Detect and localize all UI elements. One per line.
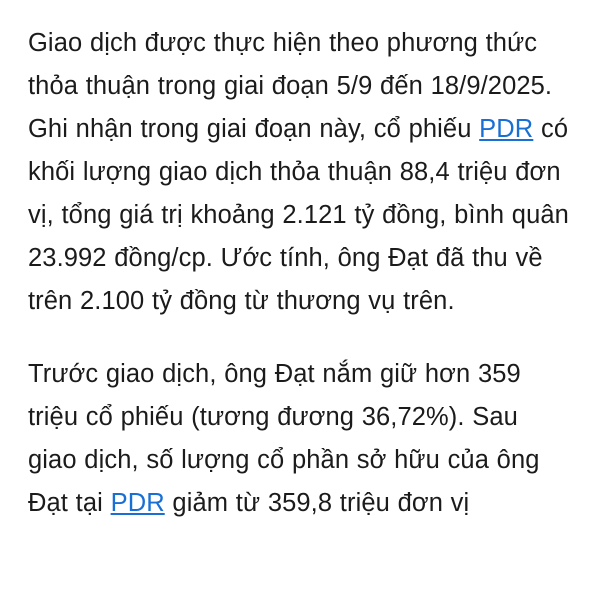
ticker-link-pdr[interactable]: PDR (479, 115, 534, 143)
paragraph-text: Trước giao dịch, ông Đạt nắm giữ hơn 359 triệu cổ phiếu (tương đương 36,72%). Sau giao dịch, số lượng cổ phần sở hữu của ông Đạt tại (28, 360, 540, 517)
paragraph-text: có khối lượng giao dịch thỏa thuận 88,4 triệu đơn vị, tổng giá trị khoảng 2.121 tỷ đồng, bình quân 23.992 đồng/cp. Ước tính, ông Đạt đã thu về trên 2.100 tỷ đồng từ thương vụ trên. (28, 115, 569, 315)
ticker-link-pdr[interactable]: PDR (110, 489, 165, 517)
paragraph-2 (28, 353, 572, 525)
paragraph-text: Giao dịch được thực hiện theo phương thức thỏa thuận trong giai đoạn 5/9 đến 18/9/2025. Ghi nhận trong giai đoạn này, cổ phiếu (28, 29, 553, 143)
paragraph-1 (28, 22, 572, 323)
paragraph-text: giảm từ 359,8 triệu đơn vị (164, 489, 470, 517)
